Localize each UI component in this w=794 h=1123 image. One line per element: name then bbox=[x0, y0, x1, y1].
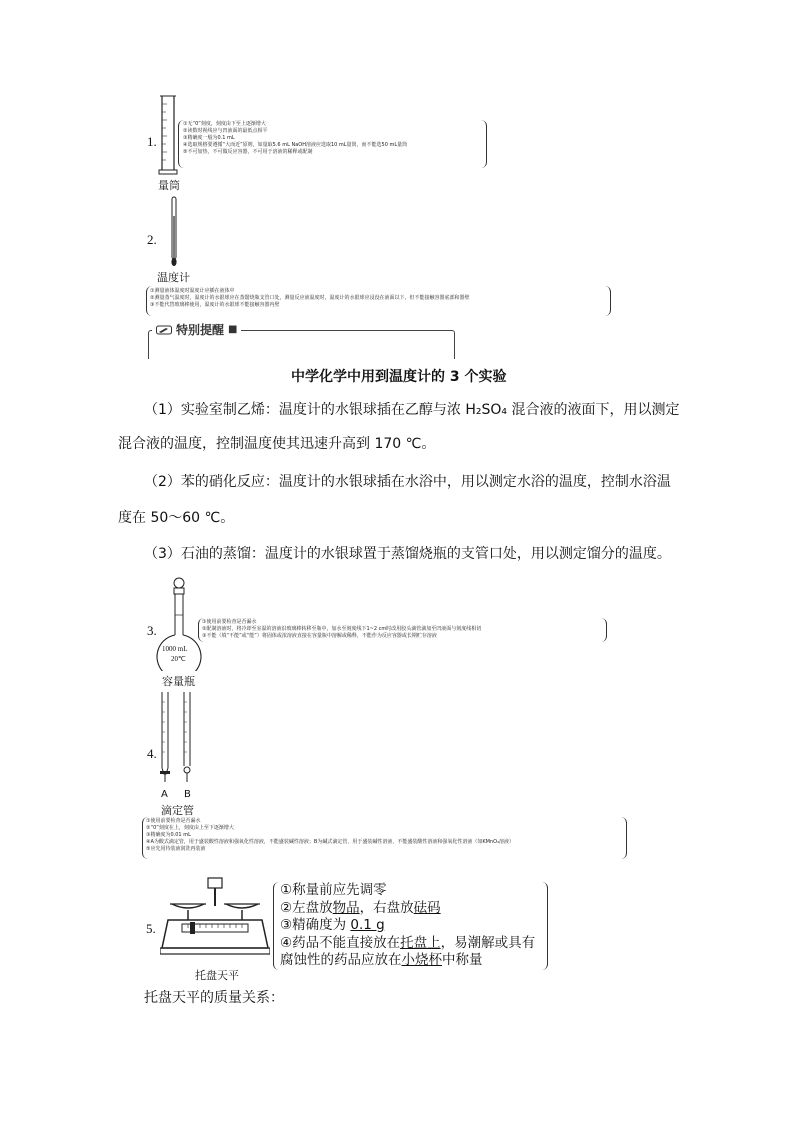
burette-figure bbox=[156, 690, 198, 790]
cylinder-caption: 量筒 bbox=[158, 179, 180, 192]
item-number-5: 5. bbox=[146, 921, 156, 936]
balance-notes bbox=[280, 882, 535, 970]
thermometer-figure bbox=[169, 196, 179, 268]
balance-icon bbox=[160, 876, 270, 966]
burette-note-5: ⑤应先用待装液润洗再装液 bbox=[146, 846, 206, 852]
thermometer-notes bbox=[150, 288, 470, 309]
burette-notes bbox=[146, 818, 514, 853]
item-number-4: 4. bbox=[147, 746, 157, 761]
burette-notes-bracket-right bbox=[620, 817, 627, 859]
balance-note-2: ②左盘放物品，右盘放砝码 bbox=[280, 899, 441, 916]
item-number-2: 2. bbox=[147, 232, 157, 247]
balance-figure bbox=[160, 876, 270, 966]
flask-volume-label: 1000 mL bbox=[162, 645, 188, 653]
pencil-icon bbox=[156, 325, 172, 335]
flask-notes bbox=[202, 619, 481, 640]
cylinder-note-5: ⑤不可加热，不可做反应容器，不可用于溶液的稀释或配制 bbox=[183, 149, 313, 155]
thermometer-note-2: ②测量蒸气温度时，温度计的水银球应在蒸馏烧瓶支管口处，测量反应液温度时，温度计的水银球应浸没在液面以下，但不能接触容器底部和器壁 bbox=[150, 295, 470, 301]
flask-note-3: ③不能（填“不能”或“能”）将固体或浓溶液直接在容量瓶中溶解或稀释，不能作为反应容器或长期贮存溶液 bbox=[202, 633, 437, 639]
tip-paragraph-1b: 混合液的温度，控制温度使其迅速升高到 170 ℃。 bbox=[118, 436, 436, 452]
thermometer-icon bbox=[169, 196, 179, 268]
balance-relation-text: 托盘天平的质量关系： bbox=[144, 990, 284, 1006]
burette-caption: 滴定管 bbox=[161, 804, 194, 817]
thermometer-caption: 温度计 bbox=[157, 271, 190, 284]
cylinder-note-2: ②读数时视线应与凹液面的最低点相平 bbox=[183, 128, 268, 134]
tip-paragraph-1a: （1）实验室制乙烯：温度计的水银球插在乙醇与浓 H₂SO₄ 混合液的液面下，用以测定 bbox=[144, 402, 680, 418]
flask-notes-bracket-right bbox=[600, 618, 607, 642]
item-number-3: 3. bbox=[147, 623, 157, 638]
burette-icon bbox=[156, 690, 198, 790]
burette-label-a: A bbox=[161, 789, 168, 800]
balance-note-1: ①称量前应先调零 bbox=[280, 882, 387, 898]
burette-label-b: B bbox=[184, 789, 191, 800]
balance-note-3: ③精确度为 0.1 g bbox=[280, 917, 385, 933]
tip-paragraph-2b: 度在 50～60 ℃。 bbox=[118, 510, 235, 526]
flask-caption: 容量瓶 bbox=[162, 675, 195, 688]
balance-notes-bracket-right bbox=[540, 882, 548, 970]
tip-title: 中学化学中用到温度计的 3 个实验 bbox=[291, 369, 507, 385]
thermometer-notes-bracket-right bbox=[604, 286, 611, 316]
cylinder-notes-bracket-right bbox=[480, 120, 487, 168]
flask-note-1: ①使用前要检查是否漏水 bbox=[202, 619, 257, 625]
item-number-1: 1. bbox=[147, 134, 157, 149]
burette-note-2: ②“0”刻度在上，刻度由上至下逐渐增大 bbox=[146, 825, 234, 831]
tip-dot: ■ bbox=[228, 324, 238, 335]
burette-note-3: ③精确度为0.01 mL bbox=[146, 832, 191, 838]
thermometer-note-3: ③不能代替玻璃棒使用，温度计的水银球不能接触容器内壁 bbox=[150, 302, 280, 308]
tip-label-badge bbox=[152, 322, 241, 337]
cylinder-notes bbox=[183, 121, 407, 156]
tip-label: 特别提醒 bbox=[176, 323, 225, 337]
flask-temp-label: 20℃ bbox=[171, 655, 186, 663]
cylinder-note-1: ①无“0”刻度，刻度由下至上逐渐增大 bbox=[183, 121, 266, 127]
tip-paragraph-3: （3）石油的蒸馏：温度计的水银球置于蒸馏烧瓶的支管口处，用以测定馏分的温度。 bbox=[144, 546, 671, 562]
balance-caption: 托盘天平 bbox=[195, 969, 239, 982]
cylinder-note-3: ③精确度一般为0.1 mL bbox=[183, 135, 235, 141]
burette-note-1: ①使用前要检查是否漏水 bbox=[146, 818, 201, 824]
burette-note-4: ④A为酸式滴定管，用于盛装酸性溶液和强氧化性溶液，不能盛装碱性溶液；B为碱式滴定管，用于盛装碱性溶液，不能盛装酸性溶液和强氧化性溶液（如KMnO₄溶液） bbox=[146, 839, 515, 845]
tip-paragraph-2a: （2）苯的硝化反应：温度计的水银球插在水浴中，用以测定水浴的温度，控制水浴温 bbox=[144, 474, 671, 490]
balance-note-4: ④药品不能直接放在托盘上，易潮解或具有 bbox=[280, 934, 536, 951]
cylinder-note-4: ④选取规格要遵循“大而近”原则，如量取5.6 mL NaOH溶液应选取10 mL量筒，而不能选50 mL量筒 bbox=[183, 142, 408, 148]
flask-note-2: ②配制溶液时，将冷却至室温的溶液沿玻璃棒转移至瓶中，加水至刻度线下1~2 cm时改用胶头滴管滴加至凹液面与刻度线相切 bbox=[202, 626, 482, 632]
balance-note-5: 腐蚀性的药品应放在小烧杯中称量 bbox=[280, 952, 483, 968]
thermometer-note-1: ①测量液体温度时温度计应插在液体中 bbox=[150, 288, 235, 294]
